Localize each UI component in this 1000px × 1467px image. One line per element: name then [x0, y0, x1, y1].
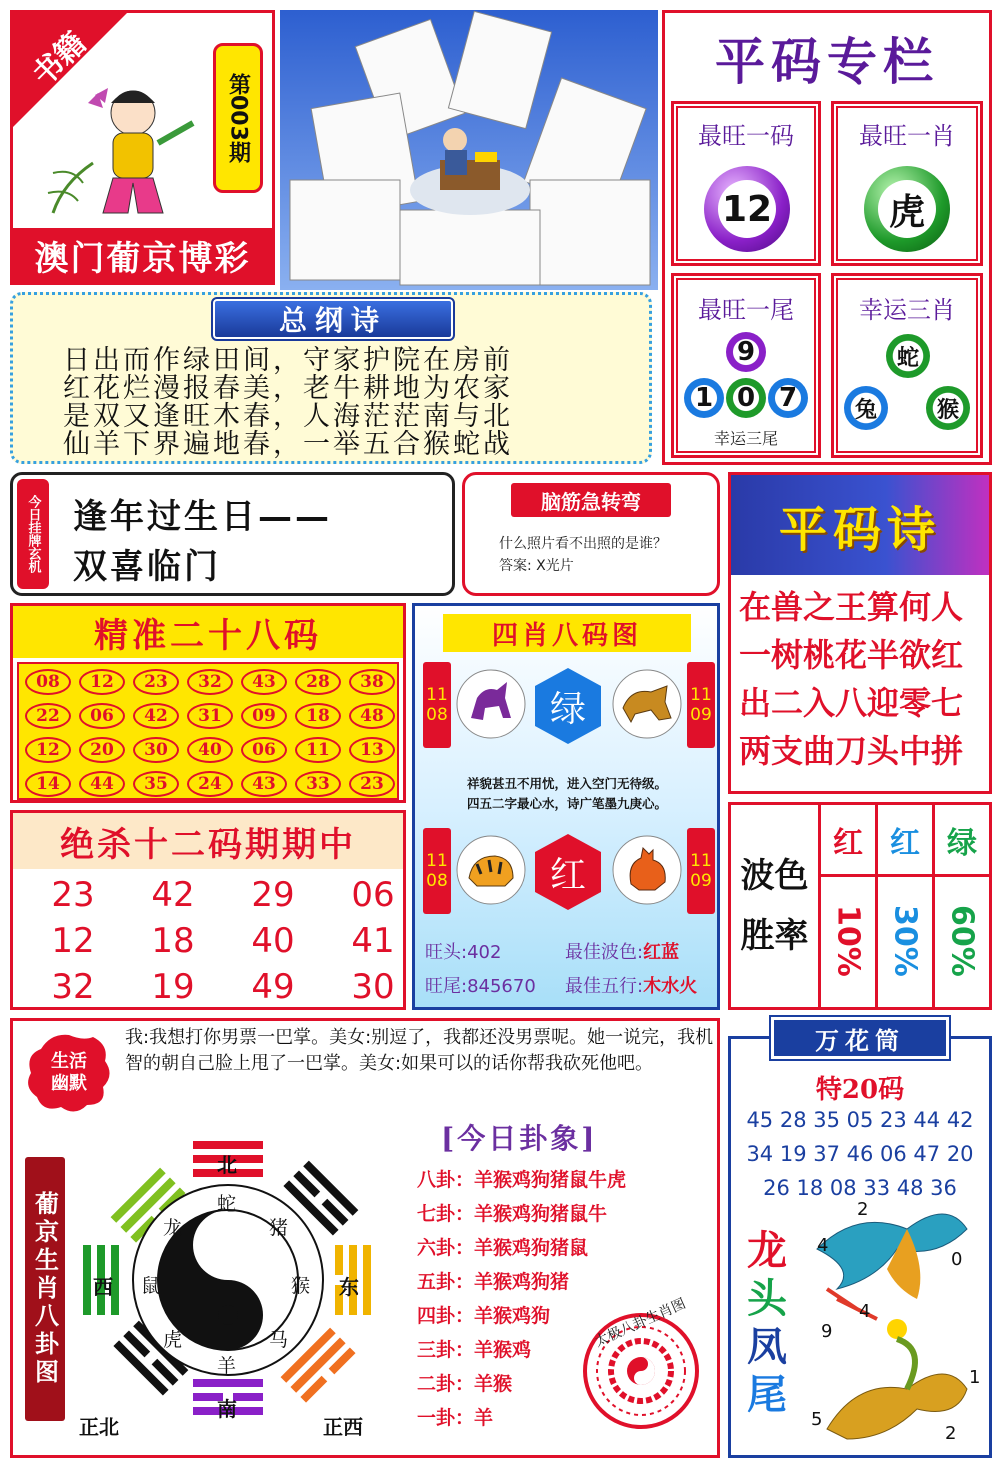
cell-hot-number — [671, 101, 821, 266]
kaleido-num: 1 — [969, 1367, 981, 1388]
twelve-title: 绝杀十二码期期中 — [13, 813, 403, 869]
number-oval: 22 — [25, 703, 71, 729]
kaleido-num: 4 — [859, 1301, 871, 1322]
kill-number: 12 — [51, 921, 95, 961]
hanging-line: 双喜临门 — [73, 547, 221, 587]
issue-badge — [213, 43, 263, 193]
bagua-animal: 虎 — [163, 1329, 183, 1351]
tail-ball-9: 9 — [726, 332, 766, 372]
ping-column-title: 平码专栏 — [715, 32, 939, 91]
twenty-eight-grid — [17, 662, 399, 800]
bagua-corner-west: 正西 — [323, 1415, 363, 1439]
kill-number: 23 — [51, 875, 95, 915]
number-oval: 14 — [25, 771, 71, 797]
riddle-panel — [462, 472, 720, 596]
kaleido-sub: 特20码 — [815, 1075, 905, 1105]
twenty-eight-panel — [10, 603, 406, 803]
bagua-side-title: 葡京生肖八卦图 — [25, 1157, 65, 1421]
hanging-panel — [10, 472, 455, 596]
number-oval: 35 — [133, 771, 179, 797]
number-oval: 28 — [295, 669, 341, 695]
brand-name: 澳门葡京博彩 — [34, 238, 251, 279]
kill-number: 49 — [251, 967, 295, 1007]
tail-ball-0: 0 — [726, 378, 766, 418]
color-word-red: 红 — [549, 854, 586, 896]
bagua-dir-north: 北 — [217, 1153, 237, 1177]
cell-label: 最旺一肖 — [859, 122, 955, 150]
number-oval: 44 — [79, 771, 125, 797]
zodiac-ball-monkey: 猴 — [926, 386, 970, 430]
number-oval: 40 — [187, 737, 233, 763]
number-oval: 12 — [79, 669, 125, 695]
number-oval: 48 — [349, 703, 395, 729]
poem-lines — [63, 347, 623, 459]
kaleido-num: 5 — [811, 1409, 823, 1430]
bagua-animal: 马 — [269, 1329, 289, 1351]
cell-label: 幸运三肖 — [859, 296, 955, 324]
bagua-dir-east: 东 — [339, 1275, 359, 1299]
kaleido-num: 9 — [821, 1321, 833, 1342]
kill-number: 30 — [351, 967, 395, 1007]
number-oval: 43 — [241, 771, 287, 797]
zodiac-num-tag: 11 08 — [423, 662, 451, 748]
kaleidoscope-panel — [728, 1025, 992, 1458]
number-oval: 18 — [295, 703, 341, 729]
ping-column-panel — [662, 10, 992, 465]
hanging-side-label: 今日挂牌玄机 — [17, 479, 49, 589]
cell-label: 最旺一码 — [698, 122, 794, 150]
ox-icon — [611, 668, 683, 740]
zodiac-ball-rabbit: 兔 — [844, 386, 888, 430]
cell-hot-zodiac — [831, 101, 983, 266]
kill-number: 29 — [251, 875, 295, 915]
bagua-dir-south: 南 — [217, 1397, 237, 1421]
ping-poem-header — [731, 475, 989, 575]
number-oval: 43 — [241, 669, 287, 695]
number-oval: 38 — [349, 669, 395, 695]
goat-icon — [455, 668, 527, 740]
issue-number: 第003期 — [225, 73, 251, 163]
kill-number: 32 — [51, 967, 95, 1007]
number-oval: 06 — [79, 703, 125, 729]
rooster-icon — [611, 834, 683, 906]
kaleido-rows: 45 28 35 05 23 44 42 34 19 37 46 06 47 20 26 18 08 33 48 36 — [746, 1108, 974, 1200]
wave-col: 绿 60% — [935, 805, 989, 1007]
hanging-line: 逢年过生日—— — [73, 497, 332, 537]
hot-number-value: 12 — [721, 188, 773, 230]
kill-number: 42 — [151, 875, 195, 915]
kaleido-num: 2 — [857, 1199, 869, 1220]
cell-label: 最旺一尾 — [698, 296, 794, 324]
kaleido-num: 2 — [945, 1423, 957, 1444]
corner-tag: 书籍 — [25, 25, 94, 94]
bagua-animal: 猪 — [269, 1217, 289, 1239]
bagua-animal: 羊 — [217, 1355, 237, 1377]
kill-number: 18 — [151, 921, 195, 961]
wave-rate-panel — [728, 802, 992, 1010]
number-oval: 11 — [295, 737, 341, 763]
kill-number: 19 — [151, 967, 195, 1007]
child-figure-illustration — [33, 73, 213, 223]
number-oval: 13 — [349, 737, 395, 763]
papers-illustration — [280, 10, 658, 290]
kill-number: 06 — [351, 875, 395, 915]
poem-line: 日出而作绿田间，守家护院在房前 — [63, 345, 513, 376]
general-poem-panel — [10, 292, 652, 464]
poem-line: 仙羊下界遍地春，一举五合猴蛇战 — [63, 429, 513, 460]
gua-today-title: [今日卦象] — [441, 1122, 598, 1155]
poem-title-text: 总纲诗 — [278, 304, 387, 337]
kill-number: 41 — [351, 921, 395, 961]
bagua-animal: 蛇 — [217, 1193, 237, 1215]
cell-hot-tail — [671, 273, 821, 458]
riddle-question: 什么照片看不出照的是谁？ — [499, 536, 667, 552]
brand-banner — [13, 228, 272, 282]
general-poem-title — [213, 299, 453, 339]
number-oval: 08 — [25, 669, 71, 695]
bagua-animal: 猴 — [291, 1275, 311, 1297]
cell-lucky-zodiac — [831, 273, 983, 458]
zodiac-stats: 旺头:402 最佳波色:红蓝 旺尾:845670 最佳五行:木水火 — [425, 942, 698, 997]
kaleido-title: 万花筒 — [771, 1017, 949, 1059]
brand-panel — [10, 10, 275, 285]
bagua-animal: 鼠 — [141, 1275, 161, 1297]
kaleido-num: 0 — [951, 1249, 963, 1270]
number-oval: 33 — [295, 771, 341, 797]
zodiac-num-tag: 11 09 — [687, 662, 715, 748]
number-oval: 09 — [241, 703, 287, 729]
kill-number: 40 — [251, 921, 295, 961]
tiger-icon — [455, 834, 527, 906]
bagua-animal: 龙 — [163, 1217, 183, 1239]
ping-poem-title: 平码诗 — [778, 501, 941, 558]
number-oval: 06 — [241, 737, 287, 763]
number-oval: 23 — [349, 771, 395, 797]
humor-bagua-panel — [10, 1018, 720, 1458]
bagua-dir-west: 西 — [93, 1275, 113, 1299]
bagua-corner-north: 正北 — [79, 1415, 119, 1439]
wave-col: 红 30% — [878, 805, 935, 1007]
twenty-eight-title: 精准二十八码 — [13, 606, 403, 658]
number-oval: 24 — [187, 771, 233, 797]
humor-tag: 生活幽默 — [51, 1051, 87, 1094]
color-word-green: 绿 — [549, 688, 586, 730]
ping-poem-panel — [728, 472, 992, 794]
number-oval: 31 — [187, 703, 233, 729]
hot-zodiac-value: 虎 — [888, 190, 925, 233]
number-oval: 12 — [25, 737, 71, 763]
kaleido-num: 4 — [817, 1235, 829, 1256]
ping-poem-line: 在兽之王算何人 — [739, 588, 964, 626]
tail-ball-1: 1 — [684, 378, 724, 418]
number-oval: 20 — [79, 737, 125, 763]
dragon-words: 龙 头 凤 尾 — [747, 1227, 787, 1418]
lucky-tail-caption: 幸运三尾 — [713, 429, 778, 448]
gua-today-lines: 八卦：羊猴鸡狗猪鼠牛虎 七卦：羊猴鸡狗猪鼠牛 六卦：羊猴鸡狗猪鼠 五卦：羊猴鸡狗猪 四卦：羊猴鸡狗 三卦：羊猴鸡 二卦：羊猴 一卦：羊 — [417, 1169, 627, 1429]
dragon-phoenix-illustration — [797, 1189, 987, 1449]
riddle-answer: 答案: X光片 — [499, 558, 574, 574]
number-oval: 42 — [133, 703, 179, 729]
ping-poem-line: 一树桃花半欲红 — [739, 636, 964, 674]
wave-col: 红 10% — [821, 805, 878, 1007]
four-zodiac-panel — [412, 603, 720, 1010]
zodiac-ball-snake: 蛇 — [886, 334, 930, 378]
number-oval: 30 — [133, 737, 179, 763]
ping-poem-line: 出二入八迎零七 — [739, 684, 964, 722]
tail-ball-7: 7 — [768, 378, 808, 418]
wave-label: 波色 胜率 — [731, 805, 821, 1007]
zodiac-verse: 祥貌甚丑不用忧，进入空门无待级。 四五二字最心水，诗广笔墨九庚心。 — [466, 776, 667, 811]
number-oval: 23 — [133, 669, 179, 695]
hot-zodiac-ball — [864, 166, 950, 252]
ping-poem-lines — [739, 583, 989, 775]
zodiac-num-tag: 11 08 — [423, 828, 451, 914]
zodiac-num-tag: 11 09 — [687, 828, 715, 914]
poem-line: 是双又逢旺木春，人海茫茫南与北 — [63, 401, 513, 432]
number-oval: 32 — [187, 669, 233, 695]
ping-poem-line: 两支曲刀头中拼 — [739, 732, 964, 770]
riddle-title: 脑筋急转弯 — [511, 483, 671, 517]
twelve-panel — [10, 810, 406, 1010]
poem-line: 红花烂漫报春美，老牛耕地为农家 — [63, 373, 513, 404]
four-zodiac-title: 四肖八码图 — [443, 614, 691, 652]
seal-caption: 太极八卦生肖图 — [592, 1295, 689, 1351]
hot-number-ball — [704, 166, 790, 252]
humor-text: 我:我想打你男票一巴掌。美女:别逗了，我都还没男票呢。她一说完，我机智的朝自己脸上甩了一巴掌。美女:如果可以的话你帮我砍死他吧。 — [125, 1027, 714, 1074]
